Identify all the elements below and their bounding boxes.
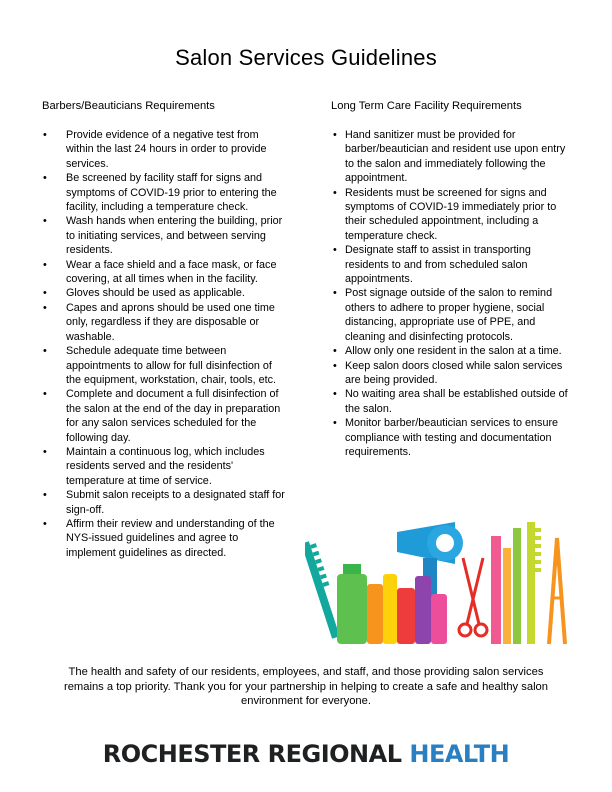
list-item: • Be screened by facility staff for signs and symptoms of COVID-19 prior to entering the facility, including a temperature check. <box>66 171 286 214</box>
list-item: • Wear a face shield and a face mask, or face covering, at all times when in the facility. <box>66 258 286 287</box>
list-item: • Residents must be screened for signs and symptoms of COVID-19 immediately prior to their scheduled appointment, including a temperature check. <box>345 186 575 244</box>
facility-requirements-list <box>345 128 575 459</box>
page-title: Salon Services Guidelines <box>175 45 437 70</box>
list-item: • Gloves should be used as applicable. <box>66 286 286 300</box>
list-item: • Keep salon doors closed while salon services are being provided. <box>345 359 575 388</box>
list-item: • Submit salon receipts to a designated staff for sign-off. <box>66 488 286 517</box>
comb-icon <box>527 522 541 644</box>
closing-message: The health and safety of our residents, employees, and staff, and those providing salon services remains a top priority. Thank you for your partnership in helping to create a safe and healthy salon environment for everyone. <box>63 666 549 707</box>
spray-bottle-icon <box>337 564 367 644</box>
logo-text-primary: ROCHESTER REGIONAL <box>102 740 410 768</box>
list-item: • Post signage outside of the salon to remind others to adhere to proper hygiene, social distancing, appropriate use of PPE, and cleaning and disinfecting protocols. <box>345 286 575 344</box>
list-item: • Designate staff to assist in transporting residents to and from scheduled salon appointments. <box>345 243 575 286</box>
salon-tools-illustration <box>305 518 570 648</box>
list-item: • Wash hands when entering the building, prior to initiating services, and between serving residents. <box>66 214 286 257</box>
organization-logo <box>0 740 612 768</box>
list-item: • Provide evidence of a negative test from within the last 24 hours in order to provide services. <box>66 128 286 171</box>
list-item: • Complete and document a full disinfection of the salon at the end of the day in preparation for any salon services scheduled for the following day. <box>66 387 286 445</box>
barbers-requirements-heading: Barbers/Beauticians Requirements <box>42 100 215 112</box>
brushes-icon <box>491 528 521 644</box>
list-item: • Schedule adequate time between appointments to allow for full disinfection of the equipment, workstation, chair, tools, etc. <box>66 344 286 387</box>
list-item: • Maintain a continuous log, which includes residents served and the residents' temperature at time of service. <box>66 445 286 488</box>
scissors-icon <box>459 558 487 636</box>
list-item: • Monitor barber/beautician services to ensure compliance with testing and documentation requirements. <box>345 416 575 459</box>
barbers-requirements-list <box>66 128 286 560</box>
logo-text-accent: HEALTH <box>409 740 510 768</box>
facility-requirements-heading: Long Term Care Facility Requirements <box>331 100 522 112</box>
list-item: • Allow only one resident in the salon at a time. <box>345 344 575 358</box>
list-item: • Capes and aprons should be used one time only, regardless if they are disposable or washable. <box>66 301 286 344</box>
list-item: • Hand sanitizer must be provided for barber/beautician and resident use upon entry to the salon and immediately following the appointment. <box>345 128 575 186</box>
hair-clip-icon <box>549 538 565 644</box>
list-item: • Affirm their review and understanding of the NYS-issued guidelines and agree to implement guidelines as directed. <box>66 517 286 560</box>
list-item: • No waiting area shall be established outside of the salon. <box>345 387 575 416</box>
